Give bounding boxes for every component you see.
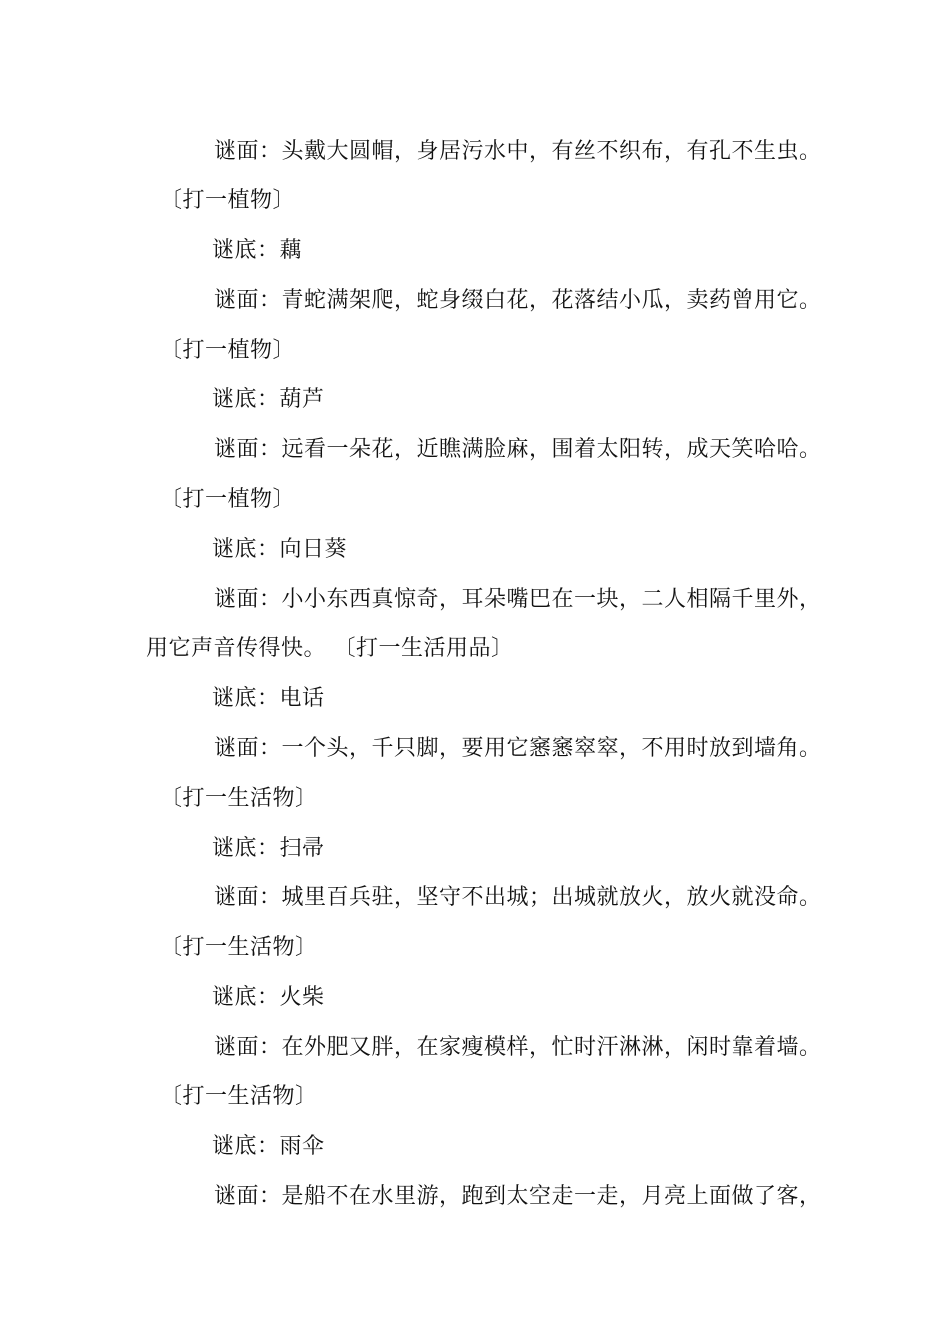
riddle-question: 谜面：小小东西真惊奇，耳朵嘴巴在一块，二人相隔千里外， xyxy=(214,587,822,612)
riddle-category: 〔打一生活物〕 xyxy=(160,1084,318,1109)
riddle-question-continuation: 用它声音传得快。 〔打一生活用品〕 xyxy=(146,636,514,661)
riddle-category: 〔打一生活物〕 xyxy=(160,786,318,811)
riddle-question: 谜面：是船不在水里游，跑到太空走一走，月亮上面做了客， xyxy=(214,1184,822,1209)
riddle-category: 〔打一生活物〕 xyxy=(160,935,318,960)
riddle-category: 〔打一植物〕 xyxy=(160,188,296,213)
riddle-answer: 谜底：电话 xyxy=(212,686,325,711)
riddle-question: 谜面：头戴大圆帽，身居污水中，有丝不织布，有孔不生虫。 xyxy=(214,139,822,164)
riddle-answer: 谜底：葫芦 xyxy=(212,387,325,412)
riddle-answer: 谜底：扫帚 xyxy=(212,836,325,861)
riddle-question: 谜面：青蛇满架爬，蛇身缀白花，花落结小瓜，卖药曾用它。 xyxy=(214,288,822,313)
riddle-category: 〔打一植物〕 xyxy=(160,487,296,512)
riddle-answer: 谜底：雨伞 xyxy=(212,1134,325,1159)
riddle-question: 谜面：在外肥又胖，在家瘦模样，忙时汗淋淋，闲时靠着墙。 xyxy=(214,1035,822,1060)
riddle-category: 〔打一植物〕 xyxy=(160,338,296,363)
riddle-answer: 谜底：藕 xyxy=(212,238,303,263)
riddle-question: 谜面：城里百兵驻，坚守不出城；出城就放火，放火就没命。 xyxy=(214,885,822,910)
riddle-answer: 谜底：向日葵 xyxy=(212,537,348,562)
riddle-question: 谜面：一个头，千只脚，要用它窸窸窣窣，不用时放到墙角。 xyxy=(214,736,822,761)
riddle-answer: 谜底：火柴 xyxy=(212,985,325,1010)
riddle-question: 谜面：远看一朵花，近瞧满脸麻，围着太阳转，成天笑哈哈。 xyxy=(214,437,822,462)
